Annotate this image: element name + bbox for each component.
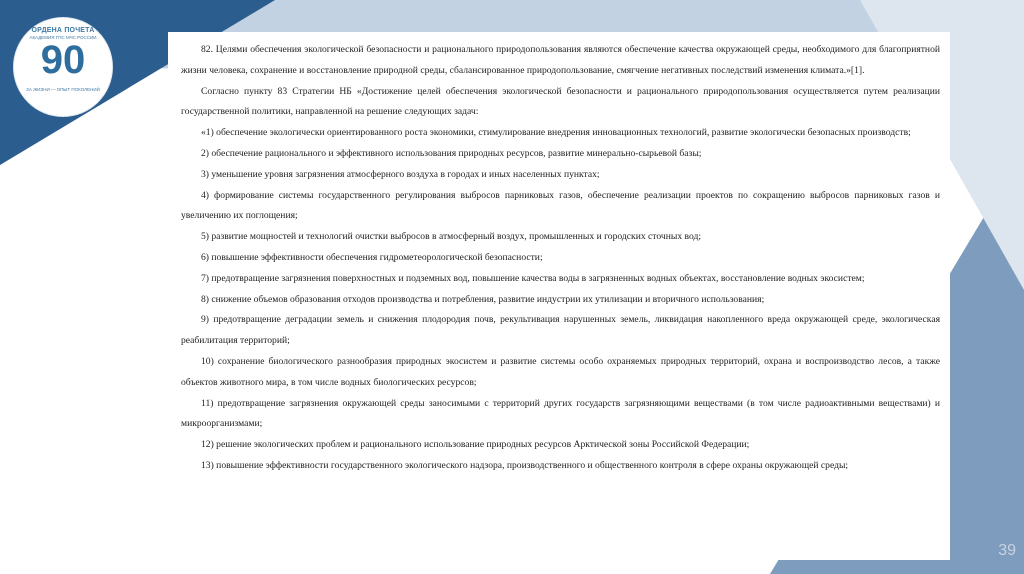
logo-motto: ЗА ЖИЗНИ — ОПЫТ ПОКОЛЕНИЙ	[26, 87, 100, 92]
task-item-4: 4) формирование системы государственного регулирования выбросов парниковых газов, обеспечение реализации проектов по сокращению выбросов парниковых газов и увеличению их поглощения;	[181, 189, 940, 222]
logo-number: 90	[40, 38, 86, 82]
task-item-13: 13) повышение эффективности государственного экологического надзора, производственного и общественного контроля в сфере охраны окружающей среды;	[201, 459, 849, 471]
page-number: 39	[998, 542, 1016, 559]
academy-logo	[14, 18, 112, 116]
task-item-6: 6) повышение эффективности обеспечения гидрометеорологической безопасности;	[201, 251, 543, 263]
task-item-2: 2) обеспечение рационального и эффективного использования природных ресурсов, развитие минерально-сырьевой базы;	[201, 147, 702, 159]
task-item-11: 11) предотвращение загрязнения окружающей среды заносимыми с территорий других государств загрязняющими веществами (в том числе радиоактивными веществами) и микроорганизмами;	[181, 397, 940, 430]
task-item-9: 9) предотвращение деградации земель и снижения плодородия почв, рекультивация нарушенных земель, ликвидация накопленного вреда окружающей среде, экологическая реабилитация территорий;	[181, 314, 940, 347]
logo-title: ОРДЕНА ПОЧЕТА	[31, 27, 95, 34]
slide-text	[181, 40, 940, 477]
task-item-8: 8) снижение объемов образования отходов производства и потребления, развитие индустрии их утилизации и вторичного использования;	[201, 293, 765, 305]
paragraph-intro: Согласно пункту 83 Стратегии НБ «Достижение целей обеспечения экологической безопасности и рационального природопользования осуществляется путем реализации государственной политики, направленной на решение следующих задач:	[181, 85, 940, 118]
task-item-10: 10) сохранение биологического разнообразия природных экосистем и развитие системы особо охраняемых природных территорий, охрана и воспроизводство лесов, а также объектов животного мира, в том числе водных биологических ресурсов;	[181, 355, 940, 388]
task-item-3: 3) уменьшение уровня загрязнения атмосферного воздуха в городах и иных населенных пунктах;	[201, 168, 600, 180]
task-item-7: 7) предотвращение загрязнения поверхностных и подземных вод, повышение качества воды в загрязненных водных объектах, восстановление водных экосистем;	[201, 272, 865, 284]
paragraph-82: 82. Целями обеспечения экологической безопасности и рационального природопользования являются обеспечение качества окружающей среды, необходимого для благоприятной жизни человека, сохранение и восстановление природной среды, сбалансированное природопользование, смягчение негативных последствий изменения климата.»[1].	[181, 44, 940, 76]
task-item-12: 12) решение экологических проблем и рационального использование природных ресурсов Арктической зоны Российской Федерации;	[201, 439, 750, 451]
logo-subtitle: АКАДЕМИЯ ГПС МЧС РОССИИ	[29, 35, 97, 40]
task-item-5: 5) развитие мощностей и технологий очистки выбросов в атмосферный воздух, промышленных и городских сточных вод;	[201, 231, 702, 243]
task-item-1: «1) обеспечение экологически ориентированного роста экономики, стимулирование внедрения инновационных технологий, развитие экологически безопасных производств;	[201, 127, 911, 139]
